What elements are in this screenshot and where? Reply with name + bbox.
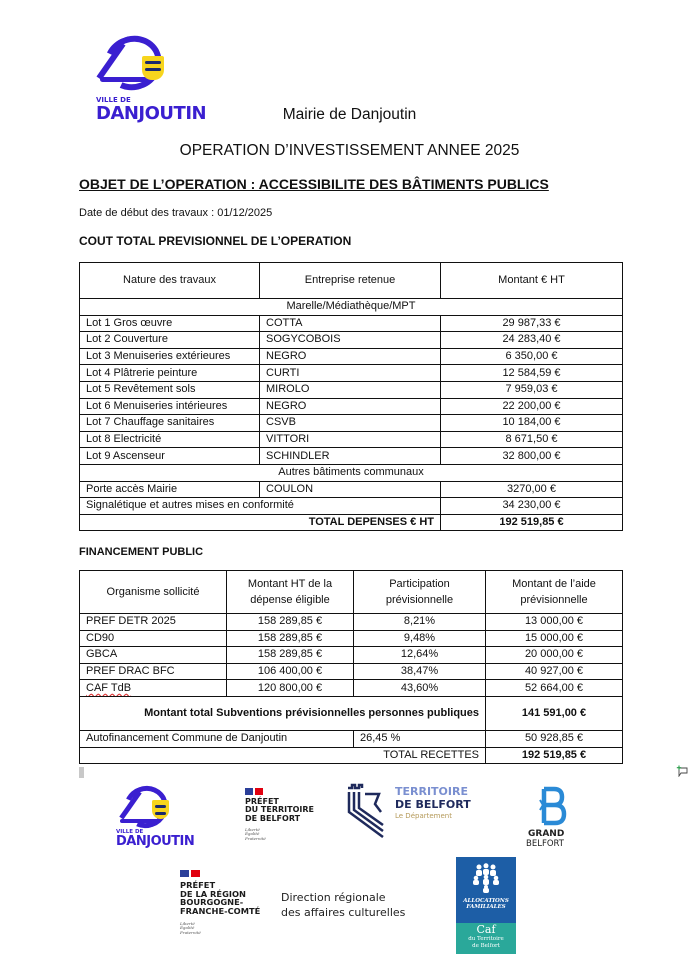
depense: 158 289,85 € xyxy=(227,630,354,647)
table-row xyxy=(80,398,623,415)
lot-entreprise: MIROLO xyxy=(260,381,441,398)
grand-belfort-logo xyxy=(526,786,590,849)
depense: 120 800,00 € xyxy=(227,680,354,697)
lot-nature: Lot 8 Electricité xyxy=(80,431,260,448)
total-row xyxy=(80,514,623,531)
total-depenses-label: TOTAL DEPENSES € HT xyxy=(80,514,441,531)
participation: 8,21% xyxy=(354,614,486,631)
lot-entreprise: SOGYCOBOIS xyxy=(260,332,441,349)
shield-icon xyxy=(142,56,164,80)
logo-danjoutin-text: DANJOUTIN xyxy=(96,103,207,124)
autofinancement-row xyxy=(80,730,623,747)
porte-nature: Porte accès Mairie xyxy=(80,481,260,498)
table-row xyxy=(80,481,623,498)
total-recettes-label: TOTAL RECETTES xyxy=(80,747,486,764)
aide: 52 664,00 € xyxy=(486,680,623,697)
castle-stripes-icon xyxy=(345,782,387,840)
section-row xyxy=(80,299,623,316)
table-row xyxy=(80,348,623,365)
caf-name: Caf xyxy=(476,923,496,936)
signaletique-nature: Signalétique et autres mises en conformité xyxy=(80,498,441,515)
aide: 13 000,00 € xyxy=(486,614,623,631)
aide: 15 000,00 € xyxy=(486,630,623,647)
section-marelle: Marelle/Médiathèque/MPT xyxy=(80,299,623,316)
danjoutin-d-base-icon xyxy=(100,77,152,82)
participation: 12,64% xyxy=(354,647,486,664)
logo-ville-de: VILLE DE xyxy=(116,829,144,835)
participation: 9,48% xyxy=(354,630,486,647)
logo-danjoutin-text: DANJOUTIN xyxy=(116,834,195,849)
lot-montant: 10 184,00 € xyxy=(441,415,623,432)
depenses-table xyxy=(79,262,623,531)
organisme: PREF DRAC BFC xyxy=(80,663,227,680)
tdb-line3: Le Département xyxy=(395,812,452,820)
tdb-line1: TERRITOIRE xyxy=(395,785,468,798)
lot-nature: Lot 7 Chauffage sanitaires xyxy=(80,415,260,432)
participation: 38,47% xyxy=(354,663,486,680)
caf-sub1: du Territoire xyxy=(468,936,504,942)
depense: 158 289,85 € xyxy=(227,647,354,664)
cout-heading: COUT TOTAL PREVISIONNEL DE L’OPERATION xyxy=(79,234,352,248)
header-nature: Nature des travaux xyxy=(80,263,260,299)
territoire-belfort-logo xyxy=(345,782,490,842)
financement-table xyxy=(79,570,623,764)
lot-nature: Lot 4 Plâtrerie peinture xyxy=(80,365,260,382)
lot-nature: Lot 2 Couverture xyxy=(80,332,260,349)
lot-nature: Lot 5 Revêtement sols xyxy=(80,381,260,398)
table-row xyxy=(80,381,623,398)
objet-heading: OBJET DE L’OPERATION : ACCESSIBILITE DES BÂTIMENTS PUBLICS xyxy=(79,176,549,192)
danjoutin-d-base-icon xyxy=(120,819,160,823)
caf-top-block xyxy=(456,857,516,923)
lot-entreprise: NEGRO xyxy=(260,398,441,415)
prefet-bfc-text: PRÉFET DE LA RÉGION BOURGOGNE- FRANCHE-COMTÉ xyxy=(180,880,261,917)
lot-entreprise: VITTORI xyxy=(260,431,441,448)
table-row xyxy=(80,647,623,664)
devise-text: Liberté Égalité Fraternité xyxy=(180,921,201,935)
table-row xyxy=(80,431,623,448)
aide: 20 000,00 € xyxy=(486,647,623,664)
mairie-title: Mairie de Danjoutin xyxy=(282,106,417,123)
autofinancement-value: 50 928,85 € xyxy=(486,730,623,747)
aide: 40 927,00 € xyxy=(486,663,623,680)
subtotal-row xyxy=(80,696,623,730)
financement-heading: FINANCEMENT PUBLIC xyxy=(79,546,204,558)
autofinancement-pct: 26,45 % xyxy=(354,730,486,747)
porte-montant: 3270,00 € xyxy=(441,481,623,498)
table-row xyxy=(80,663,623,680)
lot-montant: 6 350,00 € xyxy=(441,348,623,365)
table-row xyxy=(80,365,623,382)
subtotal-label: Montant total Subventions prévisionnelles personnes publiques xyxy=(80,696,486,730)
lot-nature: Lot 1 Gros œuvre xyxy=(80,315,260,332)
caf-allocations-text: ALLOCATIONS FAMILIALES xyxy=(463,898,509,911)
header-entreprise: Entreprise retenue xyxy=(260,263,441,299)
table-row xyxy=(80,630,623,647)
table-row xyxy=(80,315,623,332)
porte-entreprise: COULON xyxy=(260,481,441,498)
gb-line1: GRAND xyxy=(528,829,565,839)
lot-entreprise: CURTI xyxy=(260,365,441,382)
header-montant: Montant € HT xyxy=(441,263,623,299)
table-row xyxy=(80,614,623,631)
lot-entreprise: COTTA xyxy=(260,315,441,332)
total-depenses-value: 192 519,85 € xyxy=(441,514,623,531)
section-autres-batiments: Autres bâtiments communaux xyxy=(80,464,623,481)
table-row xyxy=(80,332,623,349)
participation: 43,60% xyxy=(354,680,486,697)
table-row xyxy=(80,415,623,432)
table-row xyxy=(80,680,623,697)
gb-line2: BELFORT xyxy=(526,839,564,849)
prefet-bfc-logo xyxy=(180,868,275,948)
organisme: GBCA xyxy=(80,647,227,664)
devise-text: Liberté Égalité Fraternité xyxy=(245,827,266,841)
header-organisme: Organisme sollicité xyxy=(80,571,227,614)
table-row xyxy=(80,498,623,515)
shield-icon xyxy=(152,800,169,819)
header-participation: Participation prévisionnelle xyxy=(354,571,486,614)
lot-entreprise: SCHINDLER xyxy=(260,448,441,465)
grand-belfort-b-icon xyxy=(538,786,568,826)
tdb-line2: DE BELFORT xyxy=(395,798,471,811)
danjoutin-footer-logo xyxy=(116,786,198,852)
lot-montant: 32 800,00 € xyxy=(441,448,623,465)
drac-text xyxy=(281,891,405,921)
date-debut: Date de début des travaux : 01/12/2025 xyxy=(79,207,273,219)
french-flag-icon xyxy=(245,788,263,795)
lot-montant: 22 200,00 € xyxy=(441,398,623,415)
caf-bottom-block xyxy=(456,923,516,954)
drac-line2: des affaires culturelles xyxy=(281,905,406,919)
add-comment-icon[interactable] xyxy=(676,765,688,777)
depense: 106 400,00 € xyxy=(227,663,354,680)
header-aide: Montant de l’aide prévisionnelle xyxy=(486,571,623,614)
lot-nature: Lot 6 Menuiseries intérieures xyxy=(80,398,260,415)
prefet-tdb-text: PRÉFET DU TERRITOIRE DE BELFORT xyxy=(245,797,314,823)
caf-logo xyxy=(456,857,516,954)
caf-sub2: de Belfort xyxy=(472,943,500,949)
paragraph-mark xyxy=(79,767,84,778)
french-flag-icon xyxy=(180,870,200,877)
logo-ville-de: VILLE DE xyxy=(96,96,131,104)
subtotal-value: 141 591,00 € xyxy=(486,696,623,730)
lot-entreprise: NEGRO xyxy=(260,348,441,365)
table-header-row xyxy=(80,263,623,299)
organisme: PREF DETR 2025 xyxy=(80,614,227,631)
lot-nature: Lot 3 Menuiseries extérieures xyxy=(80,348,260,365)
lot-montant: 29 987,33 € xyxy=(441,315,623,332)
depense: 158 289,85 € xyxy=(227,614,354,631)
total-recettes-value: 192 519,85 € xyxy=(486,747,623,764)
autofinancement-label: Autofinancement Commune de Danjoutin xyxy=(80,730,354,747)
lot-montant: 12 584,59 € xyxy=(441,365,623,382)
caf-people-icon xyxy=(470,863,502,893)
signaletique-montant: 34 230,00 € xyxy=(441,498,623,515)
lot-nature: Lot 9 Ascenseur xyxy=(80,448,260,465)
table-row xyxy=(80,448,623,465)
prefet-tdb-logo xyxy=(245,786,335,846)
organisme: CAF TdB xyxy=(80,680,227,697)
total-row xyxy=(80,747,623,764)
lot-montant: 7 959,03 € xyxy=(441,381,623,398)
header-depense: Montant HT de la dépense éligible xyxy=(227,571,354,614)
lot-entreprise: CSVB xyxy=(260,415,441,432)
table-header-row xyxy=(80,571,623,614)
section-row xyxy=(80,464,623,481)
lot-montant: 24 283,40 € xyxy=(441,332,623,349)
organisme: CD90 xyxy=(80,630,227,647)
operation-title: OPERATION D’INVESTISSEMENT ANNEE 2025 xyxy=(179,142,520,159)
drac-line1: Direction régionale xyxy=(281,891,386,904)
lot-montant: 8 671,50 € xyxy=(441,431,623,448)
